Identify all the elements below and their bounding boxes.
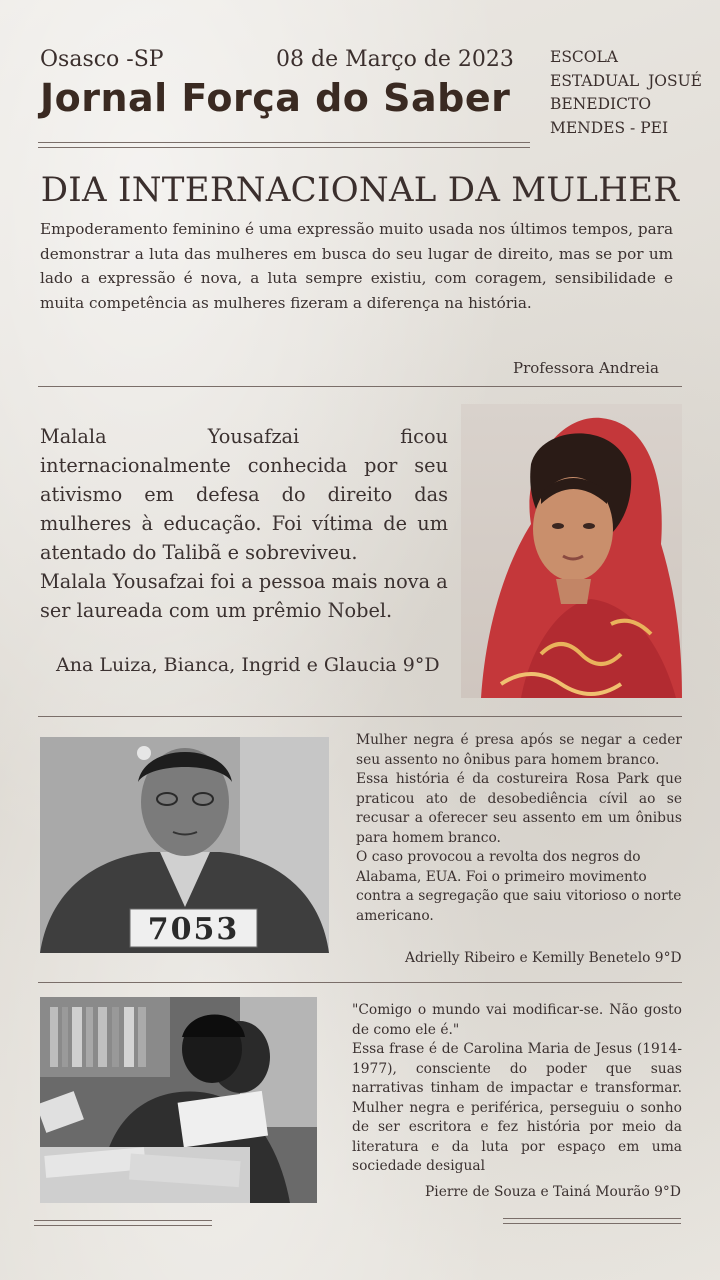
section-divider [38,982,682,983]
masthead-divider-bottom [38,147,530,148]
malala-article [40,422,448,625]
rosa-paragraph: O caso provocou a revolta dos negros do Alabama, EUA. Foi o primeiro movimento contra a segregação que saiu vitorioso o norte americano. [356,849,682,924]
intro-paragraph: Empoderamento feminino é uma expressão muito usada nos últimos tempos, para demonstrar a luta das mulheres em busca do seu lugar de direito, mas se por um lado a expressão é nova, a luta sempre existiu, com coragem, sensibilidade e muita competência as mulheres fizeram a diferença na história. [40,220,673,312]
school-line: ESTADUAL [550,71,640,90]
rosa-parks-article [356,731,682,926]
masthead-divider-top [38,142,530,143]
rosa-parks-authors: Adrielly Ribeiro e Kemilly Benetelo 9°D [405,950,682,966]
footer-divider-right-bottom [503,1223,681,1224]
carolina-portrait-illustration [40,997,317,1203]
school-line: BENEDICTO [550,95,652,113]
section-divider [38,716,682,717]
booking-sign-number: 7053 [147,912,240,947]
date-label: 08 de Março de 2023 [276,47,514,72]
footer-divider-left-bottom [34,1225,212,1226]
carolina-quote: "Comigo o mundo vai modificar-se. Não gosto de como ele é." [352,1002,682,1038]
carolina-paragraph: Essa frase é de Carolina Maria de Jesus (1914-1977), consciente do poder que suas narrativas tinham de impactar e transformar. Mulher negra e periférica, perseguiu o sonho de ser escritora e fez história por meio da literatura e da luta por espaço em uma sociedade desigual [352,1041,682,1174]
city-label: Osasco -SP [40,47,164,72]
rosa-parks-photo [40,737,329,953]
carolina-maria-de-jesus-photo [40,997,317,1203]
malala-authors: Ana Luiza, Bianca, Ingrid e Glaucia 9°D [56,654,440,676]
rosa-paragraph: Essa história é da costureira Rosa Park que praticou ato de desobediência cívil ao se recusar a oferecer seu assento em um ônibus para homem branco. [356,771,682,846]
intro-author: Professora Andreia [513,359,659,377]
carolina-article [352,1001,682,1177]
rosa-paragraph: Mulher negra é presa após se negar a ceder seu assento no ônibus para homem branco. [356,732,682,768]
school-name [550,46,710,140]
malala-paragraph: Malala Yousafzai ficou internacionalmente conhecida por seu ativismo em defesa do direito das mulheres à educação. Foi vítima de um atentado do Talibã e sobreviveu. [40,425,448,564]
carolina-authors: Pierre de Souza e Tainá Mourão 9°D [425,1184,681,1200]
section-divider [38,386,682,387]
page-headline: DIA INTERNACIONAL DA MULHER [40,170,680,210]
school-line: MENDES - PEI [550,118,669,137]
footer-divider-left-top [34,1220,212,1221]
footer-divider-right-top [503,1218,681,1219]
school-line: JOSUÉ [648,71,702,90]
school-line: ESCOLA [550,48,618,66]
malala-photo [461,404,682,698]
malala-paragraph: Malala Yousafzai foi a pessoa mais nova a ser laureada com um prêmio Nobel. [40,570,448,622]
newspaper-title: Jornal Força do Saber [40,76,511,120]
malala-portrait-illustration [461,404,682,698]
